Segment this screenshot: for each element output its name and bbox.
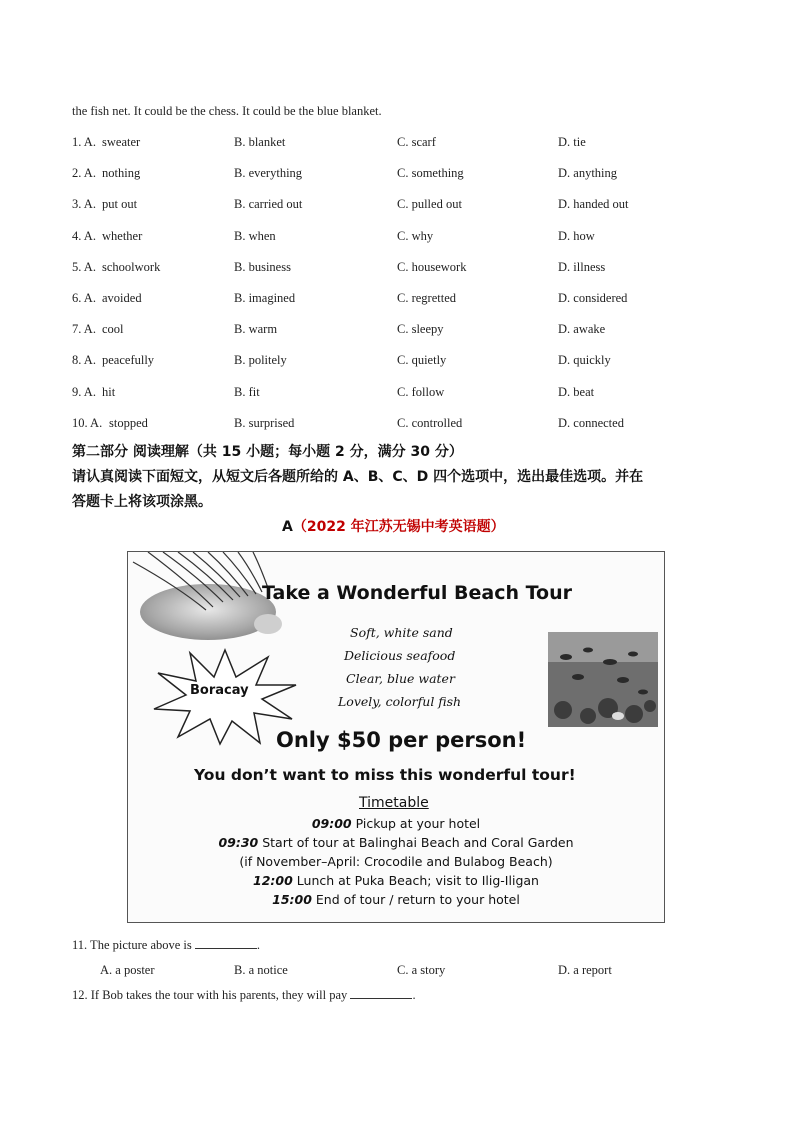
q11-blank bbox=[195, 938, 257, 949]
option-c: C. pulled out bbox=[397, 197, 462, 211]
timetable-time: 12:00 bbox=[253, 873, 293, 888]
option-c: C. scarf bbox=[397, 135, 436, 149]
question-number: 5. A. bbox=[72, 260, 96, 274]
option-c: C. why bbox=[397, 229, 434, 243]
option-c: C. follow bbox=[397, 385, 445, 399]
option-d: D. illness bbox=[558, 260, 606, 274]
feature-3: Clear, blue water bbox=[346, 671, 455, 686]
option-d: D. beat bbox=[558, 385, 595, 399]
q11-option-a: A. a poster bbox=[100, 963, 155, 977]
timetable-time: 09:30 bbox=[218, 835, 259, 850]
timetable-time: 15:00 bbox=[272, 892, 312, 907]
question-number: 3. A. bbox=[72, 197, 96, 211]
feature-4: Lovely, colorful fish bbox=[338, 694, 462, 709]
question-number: 4. A. bbox=[72, 229, 96, 243]
option-a: sweater bbox=[102, 135, 141, 149]
timetable-entry bbox=[128, 835, 664, 850]
tagline: You don’t want to miss this wonderful tour! bbox=[194, 766, 576, 784]
option-c: C. sleepy bbox=[397, 322, 444, 336]
option-a: peacefully bbox=[102, 353, 155, 367]
option-c: C. housework bbox=[397, 260, 467, 274]
option-d: D. awake bbox=[558, 322, 606, 336]
option-b: B. imagined bbox=[234, 291, 296, 305]
option-d: D. considered bbox=[558, 291, 628, 305]
option-b: B. warm bbox=[234, 322, 278, 336]
timetable-entry bbox=[128, 854, 664, 869]
option-b: B. politely bbox=[234, 353, 287, 367]
q11-option-b: B. a notice bbox=[234, 963, 288, 977]
option-b: B. fit bbox=[234, 385, 260, 399]
timetable-heading: Timetable bbox=[359, 795, 429, 811]
option-b: B. blanket bbox=[234, 135, 286, 149]
price: Only $50 per person! bbox=[276, 728, 527, 752]
ad-title: Take a Wonderful Beach Tour bbox=[262, 582, 573, 604]
q11-stem: 11. The picture above is bbox=[72, 938, 192, 952]
q12-stem: 12. If Bob takes the tour with his parents, they will pay bbox=[72, 988, 348, 1002]
timetable-text: Lunch at Puka Beach; visit to Ilig-Iligan bbox=[292, 873, 539, 888]
passage-label: A bbox=[282, 519, 293, 535]
option-d: D. how bbox=[558, 229, 595, 243]
timetable-text: Pickup at your hotel bbox=[351, 816, 481, 831]
option-a: cool bbox=[102, 322, 124, 336]
option-a: schoolwork bbox=[102, 260, 161, 274]
option-d: D. quickly bbox=[558, 353, 611, 367]
question-12: 12. If Bob takes the tour with his parents, they will pay . bbox=[72, 988, 416, 1002]
option-d: D. anything bbox=[558, 166, 618, 180]
option-a: stopped bbox=[109, 416, 148, 430]
intro-line: the fish net. It could be the chess. It could be the blue blanket. bbox=[72, 104, 382, 118]
option-b: B. carried out bbox=[234, 197, 303, 211]
option-b: B. surprised bbox=[234, 416, 295, 430]
option-d: D. handed out bbox=[558, 197, 629, 211]
option-a: hit bbox=[102, 385, 116, 399]
question-number: 1. A. bbox=[72, 135, 96, 149]
feature-1: Soft, white sand bbox=[350, 625, 453, 640]
timetable-entry bbox=[128, 892, 664, 907]
option-c: C. controlled bbox=[397, 416, 463, 430]
fish-photo bbox=[548, 632, 658, 727]
q11-option-c: C. a story bbox=[397, 963, 446, 977]
option-c: C. quietly bbox=[397, 353, 447, 367]
option-b: B. business bbox=[234, 260, 291, 274]
option-a: whether bbox=[102, 229, 143, 243]
timetable-time: 09:00 bbox=[311, 816, 352, 831]
q12-blank bbox=[350, 988, 412, 999]
timetable-text: (if November–April: Crocodile and Bulabog Beach) bbox=[239, 854, 553, 869]
option-c: C. something bbox=[397, 166, 464, 180]
timetable-entry bbox=[128, 816, 664, 831]
instruction-line-2: 答题卡上将该项涂黑。 bbox=[72, 494, 212, 510]
option-d: D. connected bbox=[558, 416, 624, 430]
option-c: C. regretted bbox=[397, 291, 457, 305]
question-number: 2. A. bbox=[72, 166, 96, 180]
question-number: 7. A. bbox=[72, 322, 96, 336]
question-number: 6. A. bbox=[72, 291, 96, 305]
question-11: 11. The picture above is . bbox=[72, 938, 261, 952]
badge-label: Boracay bbox=[190, 683, 249, 698]
option-a: nothing bbox=[102, 166, 141, 180]
q11-option-d: D. a report bbox=[558, 963, 612, 977]
option-a: avoided bbox=[102, 291, 142, 305]
option-b: B. everything bbox=[234, 166, 303, 180]
option-b: B. when bbox=[234, 229, 276, 243]
section-title: 第二部分 阅读理解（共 15 小题；每小题 2 分，满分 30 分） bbox=[72, 444, 463, 460]
timetable-text: End of tour / return to your hotel bbox=[311, 892, 520, 907]
timetable-entry bbox=[128, 873, 664, 888]
question-number: 10. A. bbox=[72, 416, 103, 430]
question-number: 9. A. bbox=[72, 385, 96, 399]
question-number: 8. A. bbox=[72, 353, 96, 367]
instruction-line-1: 请认真阅读下面短文，从短文后各题所给的 A、B、C、D 四个选项中，选出最佳选项。并在 bbox=[72, 469, 644, 485]
passage-heading bbox=[282, 516, 505, 536]
option-a: put out bbox=[102, 197, 138, 211]
passage-source: （2022 年江苏无锡中考英语题） bbox=[292, 519, 505, 535]
feature-2: Delicious seafood bbox=[344, 648, 456, 663]
option-d: D. tie bbox=[558, 135, 586, 149]
beach-tour-poster bbox=[127, 551, 665, 923]
timetable-text: Start of tour at Balinghai Beach and Coral Garden bbox=[258, 835, 574, 850]
